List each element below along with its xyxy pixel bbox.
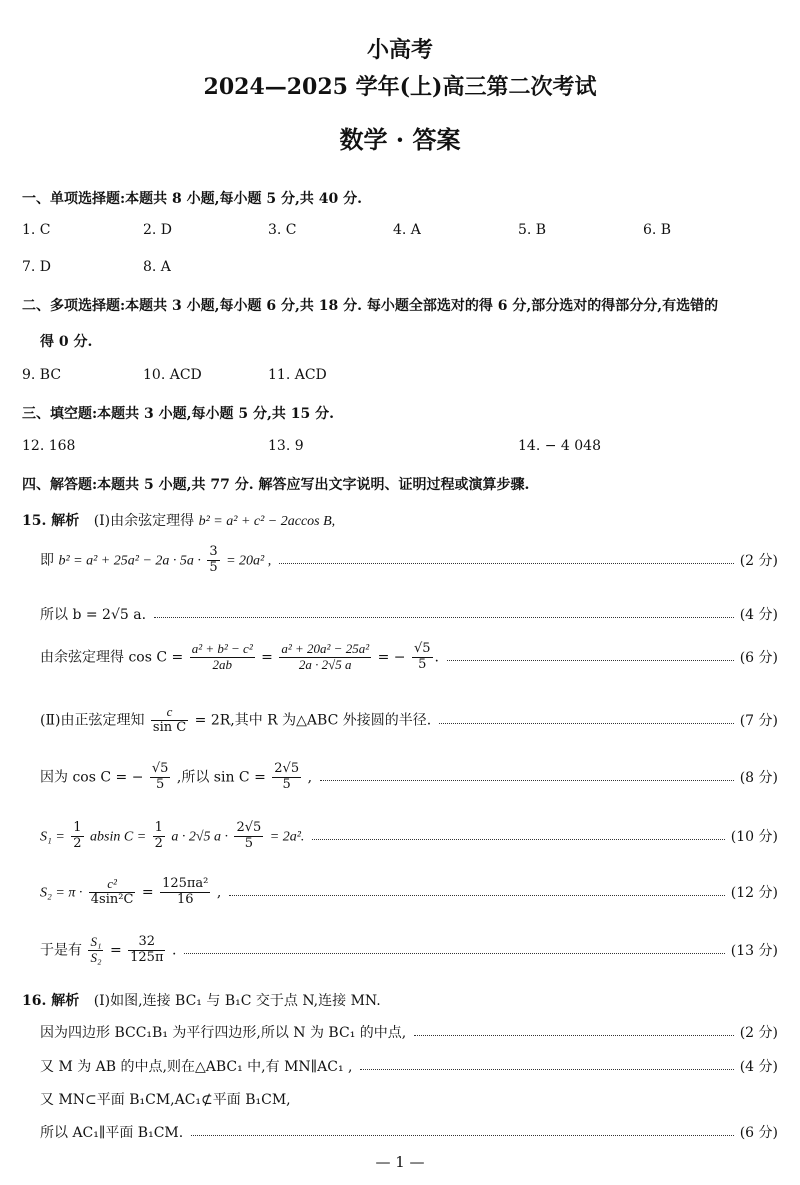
q15-s5-fraction-2: $\frac{2√5}{5}$ <box>274 761 300 792</box>
q15-s3-score: (6 分) <box>739 650 778 667</box>
answer-4: 4. A <box>393 222 421 238</box>
leader-dots <box>414 1035 734 1036</box>
q15-s6-mid1: absin C = <box>90 829 147 845</box>
leader-dots <box>184 953 724 954</box>
answer-10: 10. ACD <box>143 367 202 383</box>
page-number: — 1 — <box>375 1153 425 1171</box>
q15-s7-suffix: , <box>216 884 222 901</box>
q15-s6-mid2: a · 2√5 a · <box>171 829 229 845</box>
leader-dots <box>279 563 733 564</box>
q16-l1-text: 因为四边形 BCC₁B₁ 为平行四边形,所以 N 为 BC₁ 的中点, <box>40 1025 407 1041</box>
leader-dots <box>154 617 734 618</box>
q15-s8-score: (13 分) <box>730 943 778 960</box>
q15-step-3: 由余弦定理得 cos C = $\frac{\text{a² + b² − c²}}{2ab}$ = $\frac{\text{a² + 20a² − 25a²}}{2a \cdot 2√5 a}$ = − $\frac{√5}{5}$ . (6 分) <box>40 641 778 672</box>
q15-s3-fraction-2: $\frac{\text{a² + 20a² − 25a²}}{2a \cdot 2√5 a}$ <box>281 641 370 672</box>
q16-l3-text: 又 MN⊂平面 B₁CM,AC₁⊄平面 B₁CM, <box>40 1092 291 1108</box>
q15-s6-suffix: = 2a². <box>269 829 305 845</box>
answer-8: 8. A <box>143 259 171 275</box>
q15-s1-score: (2 分) <box>739 553 778 570</box>
q15-s5-score: (8 分) <box>739 770 778 787</box>
q15-s5-suffix: , <box>307 769 313 786</box>
q15-s8-fraction-1: $\frac{\text{S₁}}{\text{S₂}}$ <box>90 934 102 965</box>
q15-s7-fraction-2: $\frac{\text{125πa²}}{16}$ <box>162 876 209 907</box>
q15-s8-eq: = <box>109 942 122 959</box>
answer-11: 11. ACD <box>268 367 327 383</box>
section3-heading: 三、填空题:本题共 3 小题,每小题 5 分,共 15 分. <box>22 406 334 422</box>
q15-s6-fraction-2: $\frac{1}{2}$ <box>154 820 163 851</box>
q15-step-8 <box>40 935 778 966</box>
q15-part1-intro: (Ⅰ)由余弦定理得 <box>93 513 195 529</box>
q15-s5-prefix: 因为 cos C = − <box>40 769 144 786</box>
leader-dots <box>191 1135 734 1136</box>
q15-s4-suffix: = 2R,其中 R 为△ABC 外接圆的半径. <box>194 712 432 729</box>
q15-s6-fraction-1: $\frac{1}{2}$ <box>73 820 82 851</box>
q15-s1-prefix: 即 <box>40 552 54 569</box>
q15-s1-fraction: $\frac{3}{5}$ <box>209 544 218 575</box>
q15-s8-suffix: . <box>171 942 177 959</box>
q15-s8-prefix: 于是有 <box>40 942 82 959</box>
q15-s4-prefix: (Ⅱ)由正弦定理知 <box>40 712 145 729</box>
q15-s2-text: 所以 b = 2√5 a. <box>40 607 147 623</box>
q15-label: 15. 解析 <box>22 513 80 529</box>
answer-3: 3. C <box>268 222 297 238</box>
leader-dots <box>312 839 724 840</box>
q15-step-6 <box>40 821 778 852</box>
q15-intro <box>22 510 335 530</box>
q15-s6-score: (10 分) <box>730 829 778 846</box>
answer-5: 5. B <box>518 222 547 238</box>
answer-1: 1. C <box>22 222 51 238</box>
section4-heading: 四、解答题:本题共 5 小题,共 77 分. 解答应写出文字说明、证明过程或演算步骤. <box>22 477 530 493</box>
answer-7: 7. D <box>22 259 52 275</box>
q15-s3-eq: = − <box>377 649 406 666</box>
q15-step-4 <box>40 705 778 736</box>
q15-s4-score: (7 分) <box>739 713 778 730</box>
q16-l4-score: (6 分) <box>739 1125 778 1141</box>
section1-heading: 一、单项选择题:本题共 8 小题,每小题 5 分,共 40 分. <box>22 191 362 207</box>
q15-s3-fraction-3: $\frac{√5}{5}$ <box>413 641 431 672</box>
q15-part1-formula: b² = a² + c² − 2accos B, <box>198 514 336 529</box>
answer-2: 2. D <box>143 222 173 238</box>
leader-dots <box>439 723 734 724</box>
q15-s6-fraction-3: $\frac{2√5}{5}$ <box>236 820 262 851</box>
q15-s3-fraction-1: $\frac{\text{a² + b² − c²}}{2ab}$ <box>191 641 253 672</box>
answer-13: 13. 9 <box>268 438 304 454</box>
exam-org: 小高考 <box>366 37 433 63</box>
q15-s7-score: (12 分) <box>730 885 778 902</box>
q15-s7-fraction-1: $\frac{\text{c²}}{\text{4sin²C}}$ <box>90 876 134 907</box>
q16-step-2 <box>40 1056 778 1076</box>
subject-title: 数学 · 答案 <box>339 125 461 154</box>
answer-9: 9. BC <box>22 367 62 383</box>
q15-step-2 <box>40 604 778 624</box>
q15-s7-prefix: S₂ = π · <box>40 885 83 901</box>
answer-6: 6. B <box>643 222 672 238</box>
q15-s3-prefix: 由余弦定理得 cos C = <box>40 649 184 666</box>
answer-14: 14. − 4 048 <box>518 438 601 454</box>
q15-s5-fraction-1: $\frac{√5}{5}$ <box>151 761 169 792</box>
exam-title: 2024—2025 学年(上)高三第二次考试 <box>203 74 597 100</box>
leader-dots <box>320 780 734 781</box>
section2-heading: 二、多项选择题:本题共 3 小题,每小题 6 分,共 18 分. 每小题全部选对的得 6 分,部分选对的得部分分,有选错的 <box>22 298 719 314</box>
q16-step-4 <box>40 1122 778 1142</box>
q15-step-1 <box>40 545 778 576</box>
q15-s5-mid: ,所以 sin C = <box>176 769 266 786</box>
q16-intro <box>22 990 381 1010</box>
q15-s2-score: (4 分) <box>739 607 778 623</box>
section2-heading-cont: 得 0 分. <box>40 334 93 350</box>
q16-l1-score: (2 分) <box>739 1025 778 1041</box>
answer-12: 12. 168 <box>22 438 76 454</box>
q16-label: 16. 解析 <box>22 993 80 1009</box>
leader-dots <box>229 895 725 896</box>
q16-step-1 <box>40 1022 778 1042</box>
q15-s7-eq: = <box>141 884 154 901</box>
q15-s8-fraction-2: $\frac{32}{125\pi}$ <box>130 934 164 965</box>
q15-s6-prefix: S₁ = <box>40 829 65 845</box>
q15-s1-formula-left: b² = a² + 25a² − 2a · 5a · <box>58 553 201 569</box>
q16-intro-text: (Ⅰ)如图,连接 BC₁ 与 B₁C 交于点 N,连接 MN. <box>93 993 381 1009</box>
leader-dots <box>447 660 734 661</box>
q15-s1-formula-right: = 20a² , <box>226 553 272 569</box>
leader-dots <box>360 1069 733 1070</box>
q16-l2-score: (4 分) <box>739 1059 778 1075</box>
q15-s4-fraction: $\frac{c}{\text{sin C}}$ <box>152 704 187 735</box>
q16-l4-text: 所以 AC₁∥平面 B₁CM. <box>40 1125 184 1141</box>
q15-step-5 <box>40 762 778 793</box>
q15-step-7 <box>40 877 778 908</box>
q16-l2-text: 又 M 为 AB 的中点,则在△ABC₁ 中,有 MN∥AC₁ , <box>40 1059 353 1075</box>
